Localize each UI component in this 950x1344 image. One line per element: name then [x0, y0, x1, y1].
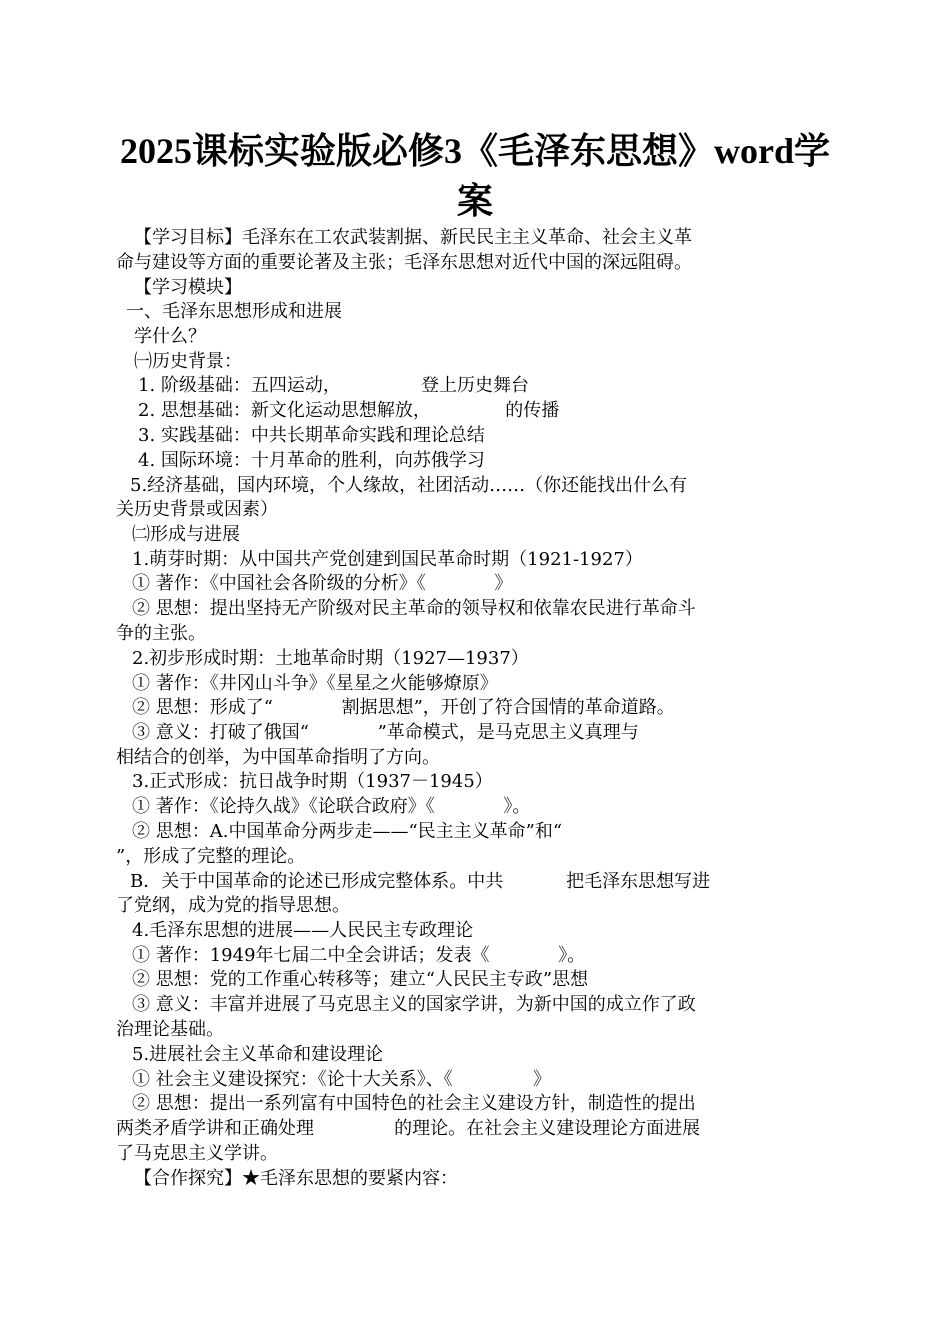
list-item: B．关于中国革命的论述已形成完整体系。中共 把毛泽东思想写进: [130, 871, 711, 892]
document-title-line1: 2025课标实验版必修3《毛泽东思想》word学: [120, 131, 830, 171]
list-item: 关历史背景或因素）: [116, 499, 278, 520]
document-title-line2: 案: [456, 181, 493, 221]
list-item: 了党纲，成为党的指导思想。: [116, 895, 350, 916]
list-item: ① 著作：1949年七届二中全会讲话；发表《 》。: [132, 945, 586, 966]
list-item: 4.毛泽东思想的进展——人民民主专政理论: [132, 920, 474, 941]
list-item: ② 思想：提出一系列富有中国特色的社会主义建设方针，制造性的提出: [132, 1093, 696, 1114]
list-item: 相结合的创举，为中国革命指明了方向。: [116, 747, 440, 768]
list-item: 5.进展社会主义革命和建设理论: [132, 1044, 384, 1065]
list-item: 2. 思想基础：新文化运动思想解放， 的传播: [138, 400, 560, 421]
list-item: ③ 意义：打破了俄国“ ”革命模式，是马克思主义真理与: [132, 722, 639, 743]
list-item: ② 思想：A.中国革命分两步走——“民主主义革命”和“: [132, 821, 563, 842]
list-item: 4. 国际环境：十月革命的胜利，向苏俄学习: [138, 450, 485, 471]
list-item: ① 著作：《井冈山斗争》《星星之火能够燎原》: [132, 673, 498, 694]
list-item: ① 著作：《中国社会各阶级的分析》《 》: [132, 573, 513, 594]
list-item: 1.萌芽时期：从中国共产党创建到国民革命时期（1921-1927）: [132, 549, 643, 570]
list-item: ② 思想：党的工作重心转移等；建立“人民民主专政”思想: [132, 969, 589, 990]
list-item: 治理论基础。: [116, 1019, 224, 1040]
section-heading: 一、毛泽东思想形成和进展: [126, 301, 342, 322]
paragraph-line: 学什么？: [134, 326, 206, 347]
list-item: ① 社会主义建设探究：《论十大关系》、《 》: [132, 1069, 551, 1090]
list-item: 1. 阶级基础：五四运动， 登上历史舞台: [138, 375, 529, 396]
subsection-heading: ㈡形成与进展: [132, 524, 240, 545]
list-item: 5.经济基础，国内环境，个人缘故，社团活动……（你还能找出什么有: [130, 475, 688, 496]
list-item: 两类矛盾学讲和正确处理 的理论。在社会主义建设理论方面进展: [116, 1118, 701, 1139]
list-item: ② 思想：提出坚持无产阶级对民主革命的领导权和依靠农民进行革命斗: [132, 598, 696, 619]
list-item: 了马克思主义学讲。: [116, 1143, 278, 1164]
list-item: 3. 实践基础：中共长期革命实践和理论总结: [138, 425, 485, 446]
list-item: ”，形成了完整的理论。: [116, 846, 306, 867]
list-item: 2.初步形成时期：土地革命时期（1927—1937）: [132, 648, 529, 669]
subsection-heading: ㈠历史背景：: [134, 351, 242, 372]
list-item: ③ 意义：丰富并进展了马克思主义的国家学讲，为新中国的成立作了政: [132, 994, 696, 1015]
list-item: ① 著作：《论持久战》《论联合政府》《 》。: [132, 796, 531, 817]
learning-goal-line: 【学习目标】毛泽东在工农武装割据、新民民主主义革命、社会主义革: [134, 227, 692, 248]
section-heading: 【合作探究】★毛泽东思想的要紧内容：: [134, 1168, 458, 1189]
list-item: 争的主张。: [116, 623, 206, 644]
list-item: 3.正式形成：抗日战争时期（1937－1945）: [132, 771, 493, 792]
learning-goal-line: 命与建设等方面的重要论著及主张；毛泽东思想对近代中国的深远阻碍。: [116, 252, 692, 273]
list-item: ② 思想：形成了“ 割据思想”，开创了符合国情的革命道路。: [132, 697, 675, 718]
section-heading: 【学习模块】: [134, 277, 242, 298]
